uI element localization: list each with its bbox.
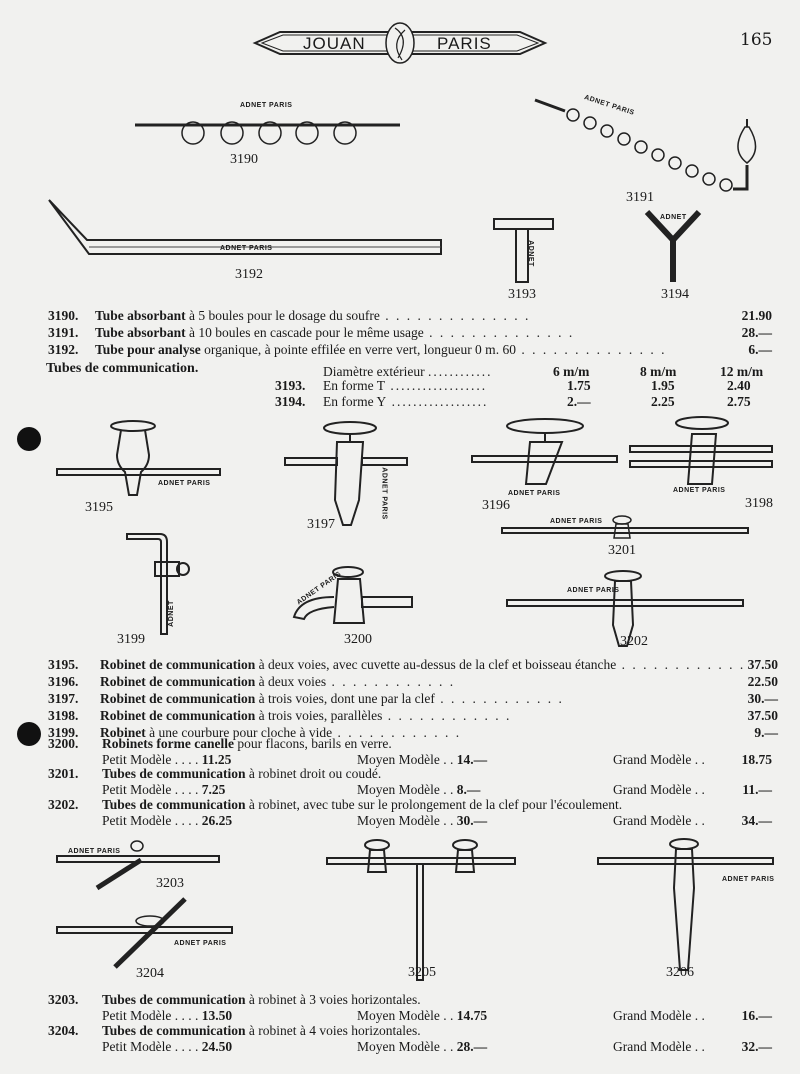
item-b-price: 9.—: [754, 725, 778, 740]
leader-dots: . . . .: [171, 782, 202, 797]
grand-price: 18.75: [741, 752, 772, 767]
grand-label: Grand Modèle: [613, 782, 692, 797]
moyen-price: 8.—: [456, 782, 481, 797]
brand-right: PARIS: [437, 34, 492, 53]
tube-row-num: 3194.: [275, 394, 306, 409]
engraving-3198: ADNET PARIS: [673, 487, 726, 494]
engraving-3190: ADNET PARIS: [240, 102, 293, 109]
leader-dots: . . . . . . . . . . . .: [434, 691, 564, 706]
item-b-rest: à deux voies: [255, 674, 327, 689]
grand-model: [613, 782, 705, 798]
engraving-3197: ADNET PARIS: [380, 467, 388, 520]
leader-dots: . .: [439, 1039, 457, 1054]
item-title: Tubes de communication: [102, 766, 246, 781]
item-title: Tubes de communication: [102, 797, 246, 812]
item-a-price: 6.—: [748, 342, 772, 357]
item-a-rest: à 5 boules pour le dosage du soufre: [185, 308, 380, 323]
stopcock-three-way-parallel-illustration: [630, 416, 775, 488]
item-a-title: Tube absorbant: [95, 325, 186, 340]
moyen-model: [357, 782, 480, 798]
item-b-price: 37.50: [747, 708, 778, 723]
item-title: Tubes de communication: [102, 1023, 246, 1038]
moyen-model: [357, 1008, 487, 1024]
item-a-rest: organique, à pointe effilée en verre vert, longueur 0 m. 60: [200, 342, 516, 357]
leader-dots: . . . .: [171, 752, 202, 767]
leader-dots: . .: [439, 1008, 457, 1023]
item-rest: à robinet à 4 voies horizontales.: [245, 1023, 421, 1038]
grand-model: [613, 1039, 705, 1055]
tube-row-price: 1.75: [567, 378, 591, 393]
item-b-desc: [100, 708, 511, 724]
item-b-title: Robinet de communication: [100, 691, 256, 706]
leader-dots: . . . . . . . . . . . .: [382, 708, 512, 723]
leader-dots: . . . . . . . . . . . .: [332, 725, 462, 740]
moyen-price: 14.75: [456, 1008, 488, 1023]
brand-left: JOUAN: [303, 34, 366, 53]
size-8: 8 m/m: [640, 364, 677, 379]
item-a-title: Tube pour analyse: [95, 342, 201, 357]
leader-dots: ..................: [384, 378, 488, 393]
item-b-price: 37.50: [747, 657, 778, 672]
four-way-horizontal-stopcock-illustration: [55, 895, 240, 970]
fig-num-3202: 3202: [620, 634, 648, 649]
binder-hole-top: [17, 427, 41, 451]
tube-row-name: En forme T: [323, 378, 385, 393]
fig-num-3191: 3191: [626, 190, 654, 205]
tubes-comm-title: Tubes de communication.: [46, 361, 199, 376]
engraving-3203: ADNET PARIS: [68, 848, 121, 855]
leader-dots: . .: [691, 1039, 705, 1054]
leader-dots: . .: [691, 752, 705, 767]
moyen-label: Moyen Modèle: [357, 813, 440, 828]
grand-model: [613, 752, 705, 768]
moyen-model: [357, 1039, 487, 1055]
petit-label: Petit Modèle: [102, 1039, 172, 1054]
leader-dots: . . . .: [171, 1039, 202, 1054]
item-a-desc: [95, 308, 530, 324]
item-b-num: 3199.: [48, 725, 79, 740]
leader-dots: . . . . . . . . . . . . . .: [379, 308, 531, 323]
item-a-desc: [95, 342, 666, 358]
t-stopcock-tube-drain-illustration: [596, 838, 776, 973]
moyen-price: 14.—: [456, 752, 488, 767]
item-b-title: Robinet de communication: [100, 674, 256, 689]
engraving-3191: ADNET PARIS: [583, 94, 636, 117]
engraving-3193: ADNET: [526, 240, 534, 267]
leader-dots: . .: [439, 782, 457, 797]
grand-price: 32.—: [741, 1039, 772, 1054]
absorbent-tube-5-bulbs-illustration: [135, 108, 405, 153]
item-title: Tubes de communication: [102, 992, 246, 1007]
item-title: Robinets forme canelle: [102, 736, 234, 751]
fig-num-3205: 3205: [408, 965, 436, 980]
item-desc: [102, 992, 421, 1008]
petit-model: [102, 1039, 232, 1055]
moyen-model: [357, 813, 487, 829]
leader-dots: . . . . . . . . . . . .: [616, 657, 746, 672]
grand-label: Grand Modèle: [613, 752, 692, 767]
three-way-horizontal-stopcock-illustration: [55, 838, 225, 893]
petit-price: 26.25: [201, 813, 233, 828]
petit-label: Petit Modèle: [102, 782, 172, 797]
moyen-label: Moyen Modèle: [357, 752, 440, 767]
fig-num-3200: 3200: [344, 632, 372, 647]
fig-num-3193: 3193: [508, 287, 536, 302]
item-b-price: 30.—: [747, 691, 778, 706]
item-b-rest: à deux voies, avec cuvette au-dessus de la clef et boisseau étanche: [255, 657, 617, 672]
grand-price: 16.—: [741, 1008, 772, 1023]
item-desc: [102, 1023, 421, 1039]
item-a-title: Tube absorbant: [95, 308, 186, 323]
t-stopcock-tube-illustration: [325, 838, 520, 983]
petit-label: Petit Modèle: [102, 752, 172, 767]
leader-dots: . .: [439, 752, 457, 767]
fig-num-3197: 3197: [307, 517, 335, 532]
petit-label: Petit Modèle: [102, 813, 172, 828]
engraving-3192: ADNET PARIS: [220, 245, 273, 252]
leader-dots: ..................: [386, 394, 489, 409]
item-b-num: 3196.: [48, 674, 79, 689]
item-b-rest: à trois voies, parallèles: [255, 708, 383, 723]
engraving-3206: ADNET PARIS: [722, 876, 775, 883]
item-num: 3203.: [48, 992, 79, 1007]
petit-price: 24.50: [201, 1039, 233, 1054]
item-num: 3202.: [48, 797, 79, 812]
item-b-title: Robinet: [100, 725, 146, 740]
fig-num-3203: 3203: [156, 876, 184, 891]
fig-num-3190: 3190: [230, 152, 258, 167]
grand-model: [613, 1008, 705, 1024]
item-a-num: 3191.: [48, 325, 79, 340]
engraving-3194: ADNET: [660, 214, 687, 221]
item-num: 3200.: [48, 736, 79, 751]
grand-price: 11.—: [742, 782, 772, 797]
item-b-rest: à une courbure pour cloche à vide: [145, 725, 333, 740]
stopcock-two-way-cup-illustration: [55, 420, 225, 510]
grand-model: [613, 813, 705, 829]
grand-price: 34.—: [741, 813, 772, 828]
fig-num-3194: 3194: [661, 287, 689, 302]
grand-label: Grand Modèle: [613, 813, 692, 828]
moyen-price: 30.—: [456, 813, 488, 828]
straight-stopcock-tube-illustration: [500, 514, 750, 544]
petit-price: 7.25: [201, 782, 226, 797]
fig-num-3195: 3195: [85, 500, 113, 515]
tube-row-price: 2.40: [727, 378, 751, 393]
item-b-title: Robinet de communication: [100, 708, 256, 723]
item-b-rest: à trois voies, dont une par la clef: [255, 691, 435, 706]
leader-dots: . .: [691, 1008, 705, 1023]
fig-num-3206: 3206: [666, 965, 694, 980]
item-b-desc: [100, 691, 564, 707]
y-shaped-tube-illustration: [643, 210, 705, 284]
leader-dots: . . . .: [171, 1008, 202, 1023]
petit-price: 13.50: [201, 1008, 233, 1023]
item-desc: [102, 797, 622, 813]
item-a-price: 28.—: [741, 325, 772, 340]
item-b-desc: [100, 657, 745, 673]
fig-num-3201: 3201: [608, 543, 636, 558]
item-a-price: 21.90: [741, 308, 772, 323]
leader-dots: . . . . . . . . . . . . . .: [423, 325, 575, 340]
moyen-label: Moyen Modèle: [357, 1008, 440, 1023]
tube-row-price: 2.25: [651, 394, 675, 409]
engraving-3195: ADNET PARIS: [158, 480, 211, 487]
tube-row-price: 2.—: [567, 394, 591, 409]
engraving-3204: ADNET PARIS: [174, 940, 227, 947]
item-b-num: 3198.: [48, 708, 79, 723]
tube-row-label: [323, 378, 487, 394]
size-6: 6 m/m: [553, 364, 590, 379]
tube-row-num: 3193.: [275, 378, 306, 393]
grand-label: Grand Modèle: [613, 1008, 692, 1023]
engraving-3202: ADNET PARIS: [567, 587, 620, 594]
fig-num-3204: 3204: [136, 966, 164, 981]
item-rest: à robinet, avec tube sur le prolongement de la clef pour l'écoulement.: [245, 797, 623, 812]
petit-model: [102, 782, 225, 798]
item-b-price: 22.50: [747, 674, 778, 689]
item-rest: à robinet à 3 voies horizontales.: [245, 992, 421, 1007]
jouan-paris-logo: [250, 18, 550, 64]
fig-num-3196: 3196: [482, 498, 510, 513]
stopcock-two-way-illustration: [470, 418, 620, 490]
item-desc: [102, 736, 392, 752]
diam-label: Diamètre extérieur ............: [323, 364, 493, 379]
tube-row-label: [323, 394, 488, 410]
petit-model: [102, 1008, 232, 1024]
engraving-3201: ADNET PARIS: [550, 518, 603, 525]
absorbent-tube-10-bulbs-illustration: [535, 95, 775, 205]
leader-dots: . .: [691, 813, 705, 828]
engraving-3196: ADNET PARIS: [508, 490, 561, 497]
page-number: 165: [740, 30, 773, 50]
item-a-rest: à 10 boules en cascade pour le même usage: [185, 325, 424, 340]
item-b-num: 3195.: [48, 657, 79, 672]
item-a-num: 3192.: [48, 342, 79, 357]
fig-num-3199: 3199: [117, 632, 145, 647]
leader-dots: . . . . . . . . . . . .: [326, 674, 456, 689]
item-a-num: 3190.: [48, 308, 79, 323]
leader-dots: . .: [691, 782, 705, 797]
leader-dots: . . . . . . . . . . . . . .: [515, 342, 667, 357]
moyen-label: Moyen Modèle: [357, 1039, 440, 1054]
tube-row-price: 2.75: [727, 394, 751, 409]
t-shaped-tube-illustration: [493, 218, 555, 284]
moyen-label: Moyen Modèle: [357, 782, 440, 797]
size-12: 12 m/m: [720, 364, 764, 379]
curved-stopcock-illustration: [125, 528, 195, 638]
petit-price: 11.25: [201, 752, 232, 767]
moyen-price: 28.—: [456, 1039, 488, 1054]
petit-model: [102, 813, 232, 829]
fig-num-3198: 3198: [745, 496, 773, 511]
item-rest: pour flacons, barils en verre.: [233, 736, 392, 751]
item-rest: à robinet droit ou coudé.: [245, 766, 382, 781]
fig-num-3192: 3192: [235, 267, 263, 282]
engraving-3199: ADNET: [167, 600, 175, 627]
tube-row-price: 1.95: [651, 378, 675, 393]
stopcock-three-way-illustration: [285, 420, 410, 530]
binder-hole-bottom: [17, 722, 41, 746]
petit-label: Petit Modèle: [102, 1008, 172, 1023]
leader-dots: . . . .: [171, 813, 202, 828]
item-b-desc: [100, 674, 455, 690]
grand-label: Grand Modèle: [613, 1039, 692, 1054]
item-b-num: 3197.: [48, 691, 79, 706]
item-desc: [102, 766, 381, 782]
engraving-3200: ADNET PARIS: [295, 570, 343, 607]
item-a-desc: [95, 325, 574, 341]
tube-row-name: En forme Y: [323, 394, 387, 409]
item-num: 3201.: [48, 766, 79, 781]
item-num: 3204.: [48, 1023, 79, 1038]
item-b-title: Robinet de communication: [100, 657, 256, 672]
leader-dots: . .: [439, 813, 457, 828]
